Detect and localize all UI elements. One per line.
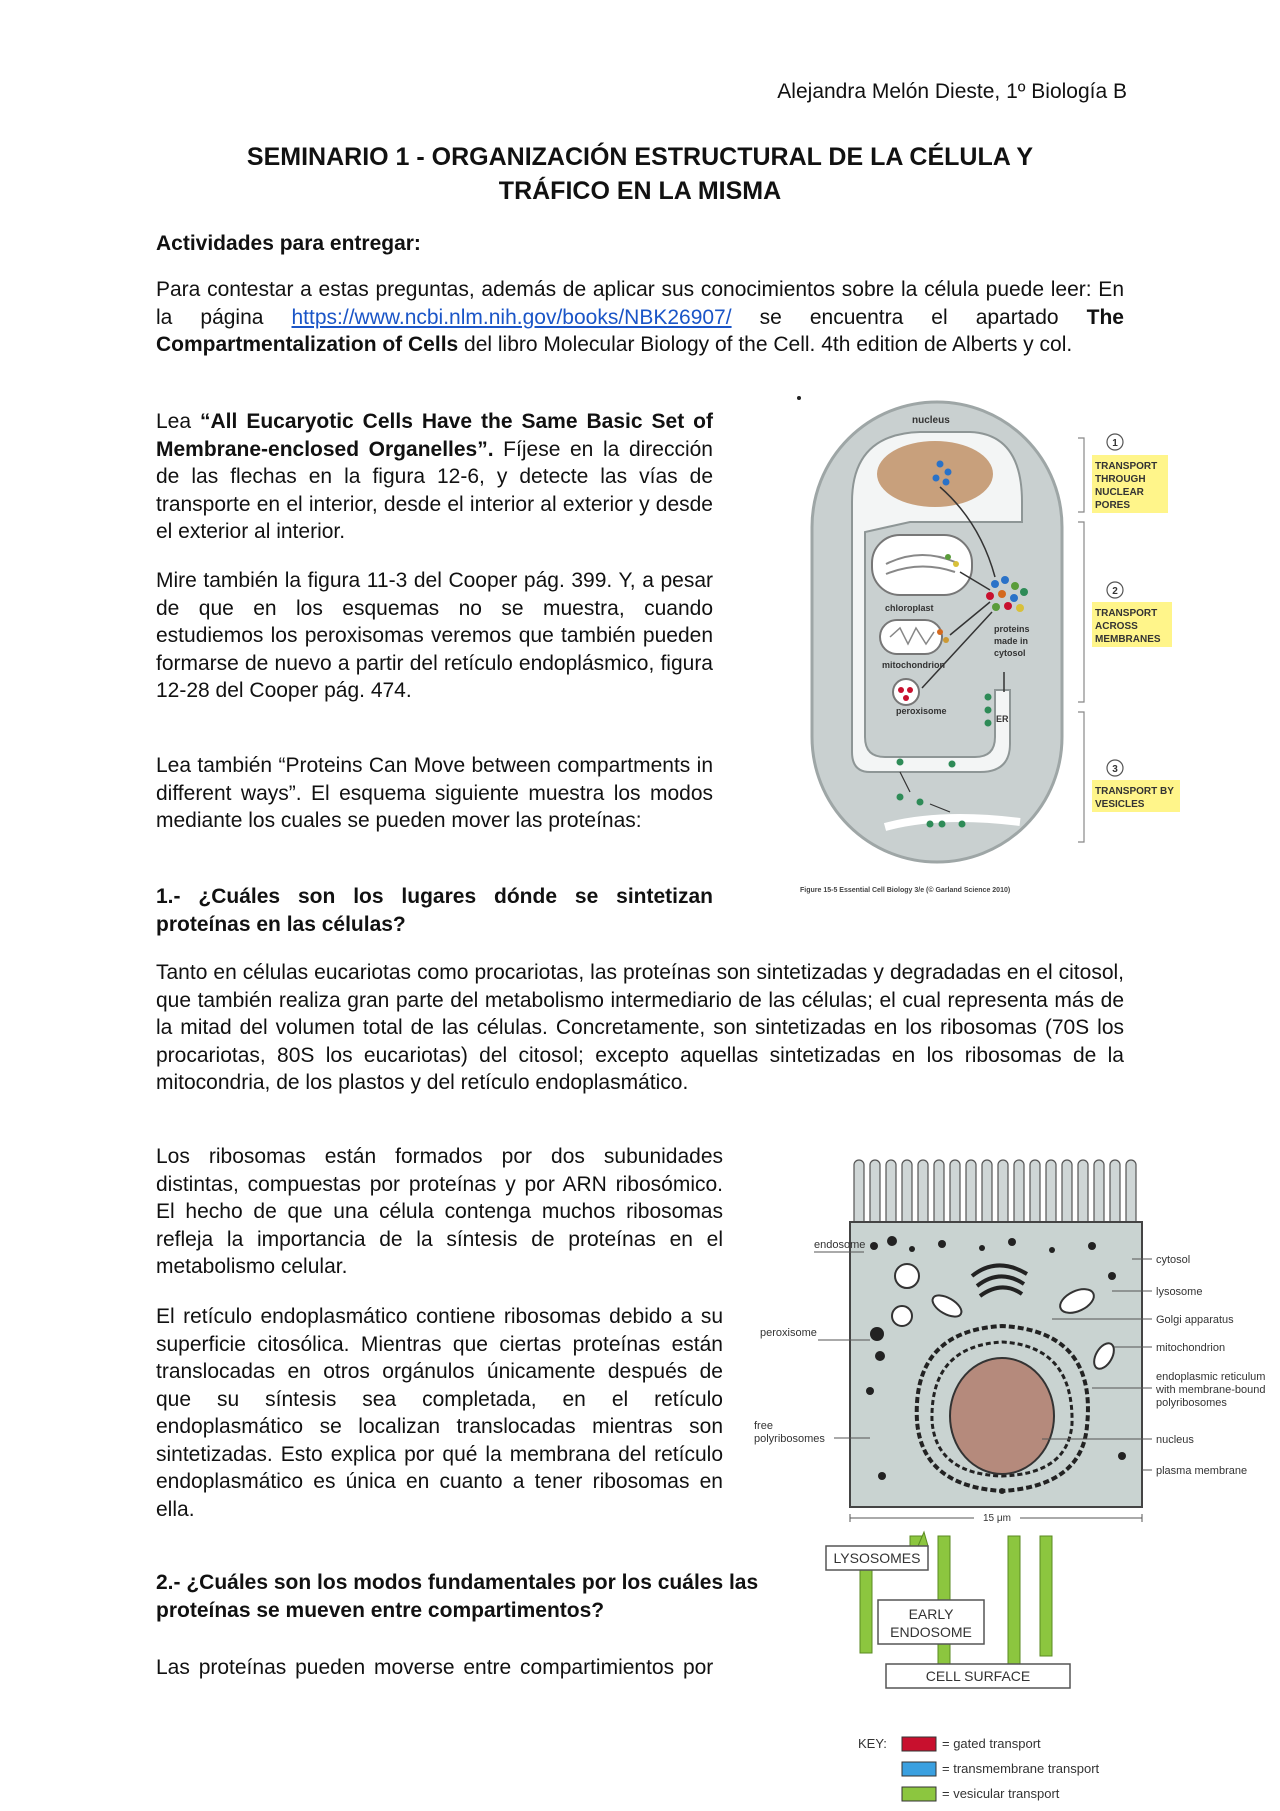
- fig1-t3-line-a: TRANSPORT BY: [1095, 786, 1174, 797]
- question-1: 1.- ¿Cuáles son los lugares dónde se sintetizan proteínas en las células?: [156, 885, 713, 936]
- endosome-shape: [895, 1264, 919, 1288]
- figure-transport-diagram: [820, 1532, 1160, 1811]
- fig2-label-mitochondrion: mitochondrion: [1156, 1342, 1226, 1354]
- intro-text-a: Para contestar a estas preguntas, además de aplicar sus conocimientos sobre la célula puede leer: En la página: [156, 278, 1124, 329]
- fig1-label-nucleus: nucleus: [912, 415, 950, 426]
- fig2-scale-label: 15 μm: [983, 1513, 1011, 1524]
- gated-swatch: [902, 1737, 936, 1751]
- fig2-label-plasma-membrane: plasma membrane: [1156, 1465, 1248, 1477]
- intro-text-b: se encuentra el apartado: [731, 305, 1087, 329]
- fig2-label-er-2: with membrane-bound: [1156, 1384, 1266, 1396]
- fig3-key-transmembrane: = transmembrane transport: [942, 1761, 1100, 1776]
- fig3-label-endosome: ENDOSOME: [890, 1624, 972, 1640]
- fig1-step-2: 2: [1112, 586, 1118, 597]
- fig2-label-peroxisome: peroxisome: [760, 1327, 817, 1339]
- fig1-step-3: 3: [1112, 764, 1118, 775]
- intro-paragraph: [156, 276, 1124, 359]
- vesicular-swatch: [902, 1787, 936, 1801]
- fig3-key-label: KEY:: [858, 1736, 887, 1751]
- fig2-label-golgi: Golgi apparatus: [1156, 1314, 1234, 1326]
- title-line-2: TRÁFICO EN LA MISMA: [498, 177, 782, 205]
- fig1-label-proteins: proteins: [994, 624, 1030, 634]
- fig3-key-vesicular: = vesicular transport: [942, 1786, 1060, 1801]
- fig2-label-nucleus: nucleus: [1156, 1434, 1194, 1446]
- fig1-t2-line-a: TRANSPORT: [1095, 608, 1158, 619]
- title-line-1: SEMINARIO 1 - ORGANIZACIÓN ESTRUCTURAL DE LA CÉLULA Y: [246, 143, 1034, 171]
- fig1-t2-line-b: ACROSS: [1095, 621, 1138, 632]
- answer-1-paragraph-3: El retículo endoplasmático contiene ribosomas debido a su superficie citosólica. Mientras que ciertas proteínas están translocadas en otros orgánulos únicamente después de que su síntesis sea completada, en el retículo endoplasmático se localizan translocadas mientras son sintetizadas. Esto explica por qué la membrana del retículo endoplasmático es única en cuanto a tener ribosomas en ella.: [156, 1305, 723, 1521]
- intro-text-c: del libro Molecular Biology of the Cell. 4th edition de Alberts y col.: [458, 333, 1073, 356]
- fig1-label-peroxisome: peroxisome: [896, 706, 947, 716]
- fig3-label-lysosomes: LYSOSOMES: [833, 1550, 921, 1566]
- lea1-text-a: Lea: [156, 410, 201, 433]
- answer-2-start: Las proteínas pueden moverse entre compartimientos por: [156, 1656, 714, 1679]
- fig1-label-made-in: made in: [994, 636, 1029, 646]
- page-title: [150, 140, 1130, 208]
- transmembrane-swatch: [902, 1762, 936, 1776]
- fig1-caption: Figure 15-5 Essential Cell Biology 3/e (© Garland Science 2010): [800, 887, 1011, 894]
- mire-paragraph: Mire también la figura 11-3 del Cooper pág. 399. Y, a pesar de que en los esquemas no se muestra, cuando estudiemos los peroxisomas veremos que también pueden formarse de nuevo a partir del retículo endoplásmico, figura 12-28 del Cooper pág. 474.: [156, 569, 713, 702]
- fig2-label-lysosome: lysosome: [1156, 1286, 1203, 1298]
- ncbi-link[interactable]: https://www.ncbi.nlm.nih.gov/books/NBK26907/: [291, 305, 732, 329]
- fig2-label-free: free: [754, 1420, 773, 1432]
- fig2-label-er-3: polyribosomes: [1156, 1397, 1227, 1409]
- fig1-label-er: ER: [996, 714, 1009, 724]
- fig2-label-endosome: endosome: [814, 1239, 866, 1251]
- fig1-t1-line-b: THROUGH: [1095, 474, 1146, 485]
- fig1-t1-line-c: NUCLEAR: [1095, 487, 1144, 498]
- fig2-label-er-1: endoplasmic reticulum: [1156, 1371, 1266, 1383]
- microvilli: [854, 1160, 1136, 1228]
- fig1-label-mitochondrion: mitochondrion: [882, 660, 945, 670]
- intro-bold-title: The Compartmentalization of Cells: [156, 305, 1124, 356]
- fig2-label-cytosol: cytosol: [1156, 1254, 1191, 1266]
- answer-1-paragraph-2: Los ribosomas están formados por dos subunidades distintas, compuestas por proteínas y por ARN ribosómico. El hecho de que una célula contenga muchos ribosomas refleja la importancia de la síntesis de proteínas en el metabolismo celular.: [156, 1145, 723, 1278]
- nucleus-shape-2: [950, 1358, 1054, 1474]
- fig1-label-chloroplast: chloroplast: [885, 603, 934, 613]
- lea1-bold: “All Eucaryotic Cells Have the Same Basic Set of Membrane-enclosed Organelles”.: [156, 410, 713, 461]
- fig2-label-polyribosomes: polyribosomes: [754, 1433, 825, 1445]
- question-2: 2.- ¿Cuáles son los modos fundamentales por los cuáles las proteínas se mueven entre compartimentos?: [156, 1571, 759, 1622]
- fig1-t3-line-b: VESICLES: [1095, 799, 1145, 810]
- nucleus-shape: [877, 441, 993, 507]
- author-line: Alejandra Melón Dieste, 1º Biología B: [777, 80, 1127, 103]
- activities-heading: Actividades para entregar:: [156, 232, 421, 255]
- fig1-step-1: 1: [1112, 438, 1118, 449]
- fig1-t2-line-c: MEMBRANES: [1095, 634, 1161, 645]
- lea1-text-b: Fíjese en la dirección de las flechas en la figura 12-6, y detecte las vías de transporte en el interior, desde el interior al exterior y desde el exterior al interior.: [156, 437, 713, 543]
- fig3-key-gated: = gated transport: [942, 1736, 1041, 1751]
- lea-paragraph-1: [156, 408, 713, 546]
- figure-animal-cell: [752, 1156, 1266, 1534]
- fig3-label-cell-surface: CELL SURFACE: [925, 1668, 1031, 1684]
- fig3-label-early: EARLY: [908, 1606, 954, 1622]
- peroxisome-shape: [893, 679, 919, 705]
- fig1-t1-line-d: PORES: [1095, 500, 1131, 511]
- answer-1-paragraph-1: Tanto en células eucariotas como procariotas, las proteínas son sintetizadas y degradadas en el citosol, que también realiza gran parte del metabolismo intermediario de las células; el cual representa más de la mitad del volumen total de las células. Concretamente, son sintetizadas en los ribosomas (70S los procariotas, 80S los eucariotas) del citosol; excepto aquellas sintetizadas en los ribosomas de la mitocondria, de los plastos y del retículo endoplasmático.: [156, 961, 1124, 1094]
- fig1-label-cytosol: cytosol: [994, 648, 1026, 658]
- figure-transport-pathways: [790, 392, 1190, 902]
- lea-paragraph-2: Lea también “Proteins Can Move between compartments in different ways”. El esquema siguiente muestra los modos mediante los cuales se pueden mover las proteínas:: [156, 754, 713, 832]
- fig1-t1-line-a: TRANSPORT: [1095, 461, 1158, 472]
